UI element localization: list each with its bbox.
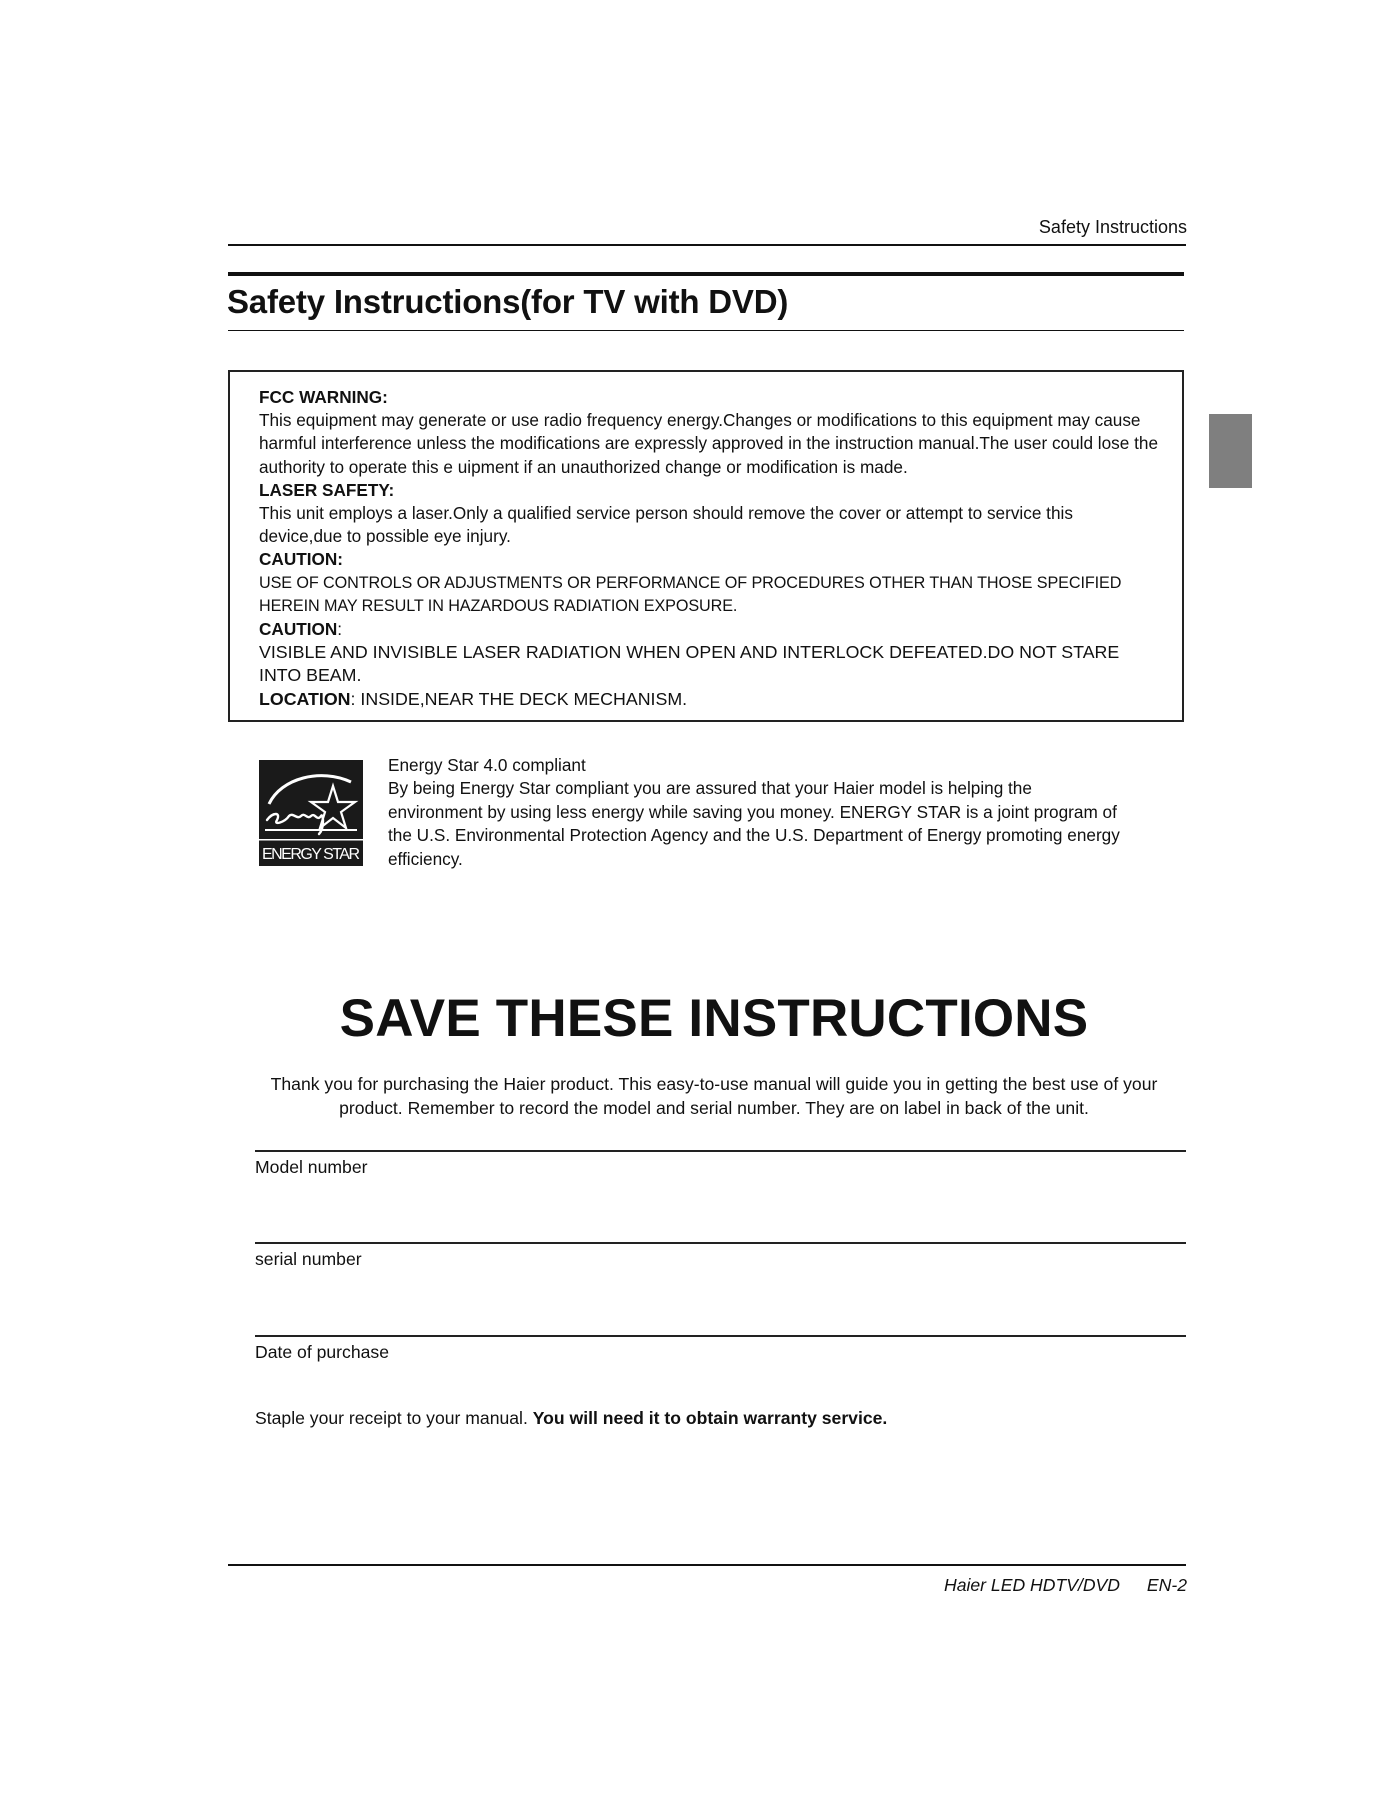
energy-star-body: By being Energy Star compliant you are assured that your Haier model is helping the environment by using less energy while saving you money. ENERGY STAR is a joint program of the U.S. Environmental Protection Agency and the U.S. Department of Energy promoting energy efficiency. [388,778,1120,869]
footer-rule [228,1564,1186,1566]
running-head: Safety Instructions [1038,217,1187,237]
location-line [259,688,1159,711]
save-instructions-heading: SAVE THESE INSTRUCTIONS [339,989,1089,1048]
thank-you-paragraph: Thank you for purchasing the Haier product. This easy-to-use manual will guide you in getting the best use of your product. Remember to record the model and serial number. They are on label in back of the unit. [270,1074,1158,1118]
laser-safety-text: This unit employs a laser.Only a qualified service person should remove the cover or attempt to service this device,due to possible eye injury. [259,503,1073,547]
title-rule-bottom [228,330,1184,331]
warning-box [228,370,1184,722]
fcc-warning-text: This equipment may generate or use radio frequency energy.Changes or modifications to this equipment may cause harmful interference unless the modifications are expressly approved in the instruction manual.The user could lose the authority to operate this e uipment if an unauthorized change or modification is made. [259,410,1159,477]
section-tab-marker [1209,414,1252,488]
location-label: LOCATION [259,688,351,709]
energy-star-compliance-line: Energy Star 4.0 compliant [388,755,586,775]
staple-note-text: Staple your receipt to your manual. [255,1408,533,1428]
caution-2-text: VISIBLE AND INVISIBLE LASER RADIATION WHEN OPEN AND INTERLOCK DEFEATED.DO NOT STARE INTO BEAM. [259,642,1120,686]
caution-label: CAUTION: [259,549,344,570]
energy-star-logo [259,760,363,866]
caution-2-label: CAUTION [259,619,338,640]
footer-product-name: Haier LED HDTV/DVD [944,1575,1120,1595]
warning-content [259,386,1159,711]
caution-2-colon: : [337,619,343,640]
laser-safety-label: LASER SAFETY: [259,479,395,500]
model-number-label: Model number [255,1157,368,1177]
title-rule-top [228,272,1184,276]
caution-2-line [259,618,1159,641]
serial-number-rule [255,1242,1186,1244]
location-text: : INSIDE,NEAR THE DECK MECHANISM. [350,688,688,709]
fcc-warning-label: FCC WARNING: [259,387,388,407]
header-rule [228,244,1186,246]
date-of-purchase-label: Date of purchase [255,1342,389,1362]
caution-text: USE OF CONTROLS OR ADJUSTMENTS OR PERFORMANCE OF PROCEDURES OTHER THAN THOSE SPECIFIED HEREIN MAY RESULT IN HAZARDOUS RADIATION EXPOSURE. [259,573,1122,615]
staple-receipt-note [255,1406,887,1430]
date-of-purchase-rule [255,1335,1186,1337]
serial-number-label: serial number [255,1249,362,1269]
model-number-rule [255,1150,1186,1152]
page-title: Safety Instructions(for TV with DVD) [227,283,789,320]
warranty-note-bold: You will need it to obtain warranty service. [532,1408,888,1428]
footer-page-number: EN-2 [1146,1575,1187,1595]
energy-star-logo-caption: ENERGY STAR [262,846,360,863]
energy-star-text [388,754,1128,871]
